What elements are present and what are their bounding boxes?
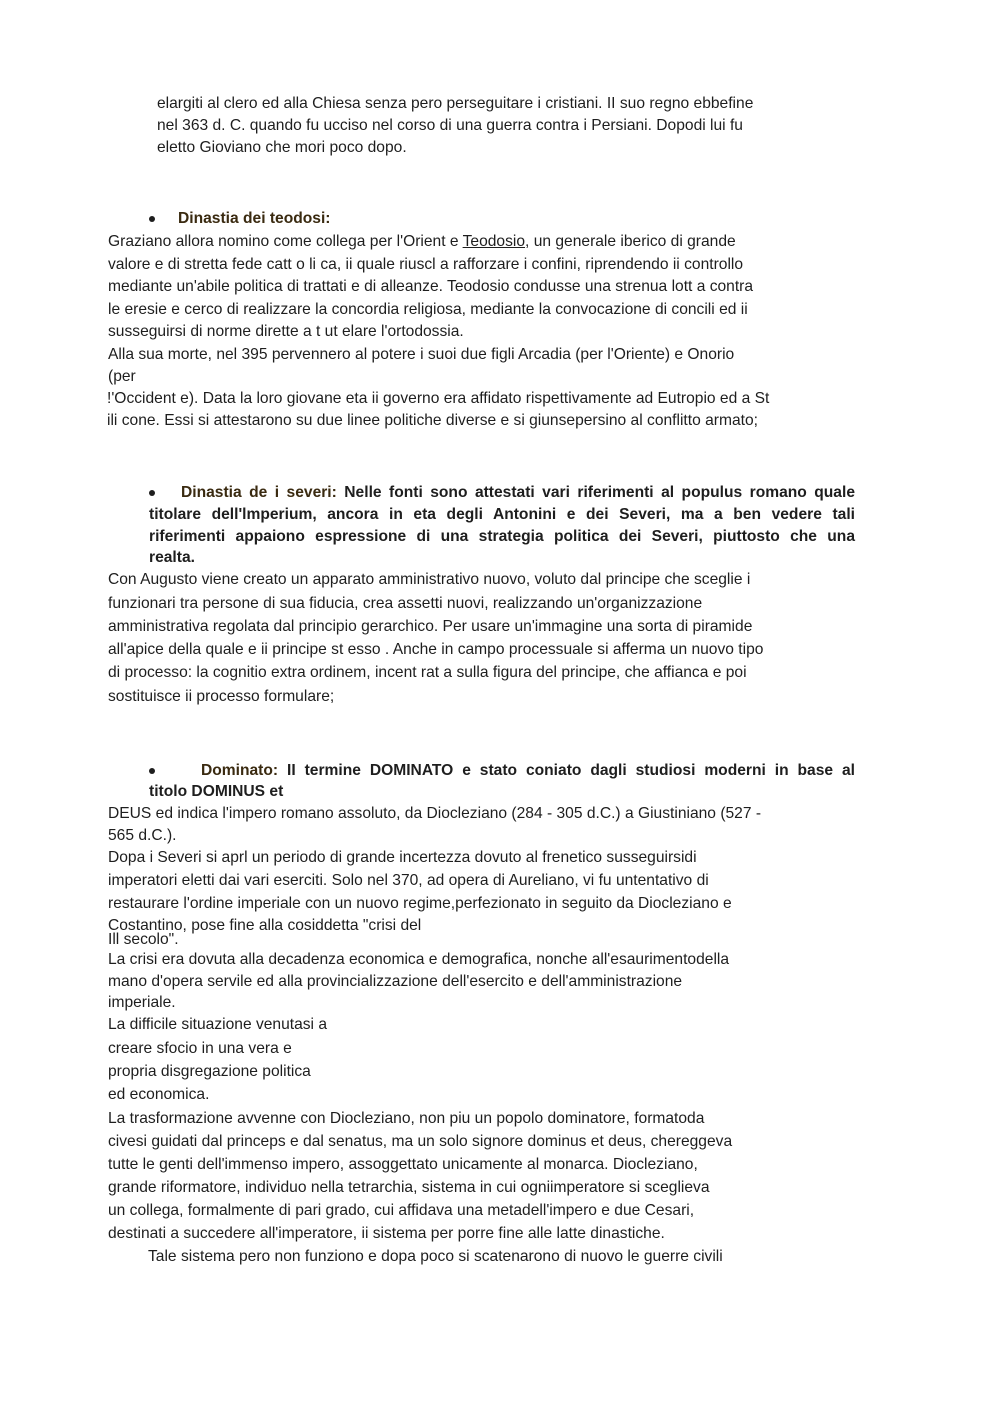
dominato-line-3: Dopa i Severi si aprl un periodo di grande incertezza dovuto al frenetico susseguirsidi: [108, 849, 697, 866]
teodosi-line-1-pre: Graziano allora nomino come collega per l'Orient e: [108, 233, 463, 250]
dominato-line-14: ed economica.: [108, 1086, 210, 1103]
teodosi-line-9: ili cone. Essi si attestarono su due linee politiche diverse e si giunsepersino al conflitto armato;: [107, 412, 758, 429]
dominato-heading: Dominato:: [201, 762, 279, 779]
dominato-line-4: imperatori eletti dai vari eserciti. Solo nel 370, ad opera di Aureliano, vi fu untentativo di: [108, 872, 709, 889]
teodosi-line-8: !'Occident e). Data la loro giovane eta ii governo era affidato rispettivamente ad Eutropio ed a St: [107, 390, 770, 407]
teodosi-line-3: mediante un'abile politica di trattati e di alleanze. Teodosio condusse una strenua lott a contra: [108, 278, 754, 295]
intro-line-1: elargiti al clero ed alla Chiesa senza pero perseguitare i cristiani. II suo regno ebbefine: [157, 95, 754, 112]
dominato-line-6: Costantino, pose fine alla cosiddetta "crisi del: [108, 917, 422, 934]
dominato-bold-text-1: II termine DOMINATO e stato coniato dagli studiosi moderni in base al: [287, 762, 855, 779]
teodosi-line-1-post: , un generale iberico di grande: [525, 233, 736, 250]
severi-bold-line-4: realta.: [149, 549, 195, 566]
teodosi-line-5: susseguirsi di norme dirette a t ut elare l'ortodossia.: [108, 323, 464, 340]
severi-line-3: amministrativa regolata dal principio gerarchico. Per usare un'immagine una sorta di piramide: [108, 618, 753, 635]
dominato-line-21: Tale sistema pero non funziono e dopa poco si scatenarono di nuovo le guerre civili: [148, 1248, 723, 1265]
teodosi-line-4: le eresie e cerco di realizzare la concordia religiosa, mediante la convocazione di concili ed ii: [108, 301, 748, 318]
intro-line-3: eletto Gioviano che mori poco dopo.: [157, 139, 407, 156]
severi-line-6: sostituisce ii processo formulare;: [108, 688, 335, 705]
bullet-icon: [149, 216, 155, 222]
severi-bold-line-1: [149, 482, 855, 504]
dominato-line-8: La crisi era dovuta alla decadenza economica e demografica, nonche all'esaurimentodella: [108, 951, 730, 968]
dominato-line-15: La trasformazione avvenne con Diocleziano, non piu un popolo dominatore, formatoda: [108, 1110, 705, 1127]
dominato-line-12: creare sfocio in una vera e: [108, 1040, 292, 1057]
severi-line-2: funzionari tra persone di sua fiducia, crea assetti nuovi, realizzando un'organizzazione: [108, 595, 703, 612]
intro-line-2: nel 363 d. C. quando fu ucciso nel corso di una guerra contra i Persiani. Dopodi lui fu: [157, 117, 743, 134]
dominato-line-16: civesi guidati dal princeps e dal senatus, ma un solo signore dominus et deus, chereggeva: [108, 1133, 733, 1150]
dominato-line-9: mano d'opera servile ed alla provincializzazione dell'esercito e dell'amministrazione: [108, 973, 683, 990]
dominato-line-1: DEUS ed indica l'impero romano assoluto, da Diocleziano (284 - 305 d.C.) a Giustiniano (527 -: [108, 805, 762, 822]
teodosi-heading: Dinastia dei teodosi:: [178, 210, 331, 227]
severi-line-4: all'apice della quale e ii principe st esso . Anche in campo processuale si afferma un nuovo tipo: [108, 641, 764, 658]
teodosi-line-7: (per: [108, 368, 136, 385]
severi-heading: Dinastia de i severi:: [181, 484, 337, 501]
severi-bold-line-2: titolare dell'lmperium, ancora in eta degli Antonini e dei Severi, ma a ben vedere tali: [149, 506, 855, 523]
dominato-line-10: imperiale.: [108, 994, 176, 1011]
severi-bold-text-1: Nelle fonti sono attestati vari riferimenti al populus romano quale: [344, 484, 855, 501]
dominato-bold-line-2: titolo DOMINUS et: [149, 783, 284, 800]
severi-line-1: Con Augusto viene creato un apparato amministrativo nuovo, voluto dal principe che sceglie i: [108, 571, 751, 588]
dominato-line-19: un collega, formalmente di pari grado, cui affidava una metadell'impero e due Cesari,: [108, 1202, 695, 1219]
teodosi-line-6: Alla sua morte, nel 395 pervennero al potere i suoi due figli Arcadia (per l'Oriente) e Onorio: [108, 346, 735, 363]
dominato-line-18: grande riformatore, individuo nella tetrarchia, sistema in cui ogniimperatore si sceglieva: [108, 1179, 710, 1196]
severi-bold-line-3: riferimenti appaiono espressione di una strategia politica dei Severi, piuttosto che una: [149, 528, 855, 545]
dominato-line-17: tutte le genti dell'immenso impero, assoggettato unicamente al monarca. Diocleziano,: [108, 1156, 698, 1173]
teodosi-line-2: valore e di stretta fede catt o li ca, ii quale riuscl a rafforzare i confini, riprendendo ii controllo: [108, 256, 744, 273]
dominato-line-11: La difficile situazione venutasi a: [108, 1016, 328, 1033]
dominato-line-20: destinati a succedere all'imperatore, ii sistema per porre fine alle latte dinastiche.: [108, 1225, 665, 1242]
dominato-line-13: propria disgregazione politica: [108, 1063, 311, 1080]
dominato-line-7: Ill secolo".: [108, 931, 179, 948]
teodosio-link[interactable]: Teodosio: [462, 233, 526, 250]
dominato-line-5: restaurare l'ordine imperiale con un nuovo regime,perfezionato in seguito da Diocleziano e: [108, 895, 732, 912]
dominato-line-2: 565 d.C.).: [108, 827, 177, 844]
severi-line-5: di processo: la cognitio extra ordinem, incent rat a sulla figura del principe, che affianca e poi: [108, 664, 747, 681]
teodosi-line-1: [108, 231, 736, 253]
dominato-bold-line-1: [149, 760, 855, 782]
